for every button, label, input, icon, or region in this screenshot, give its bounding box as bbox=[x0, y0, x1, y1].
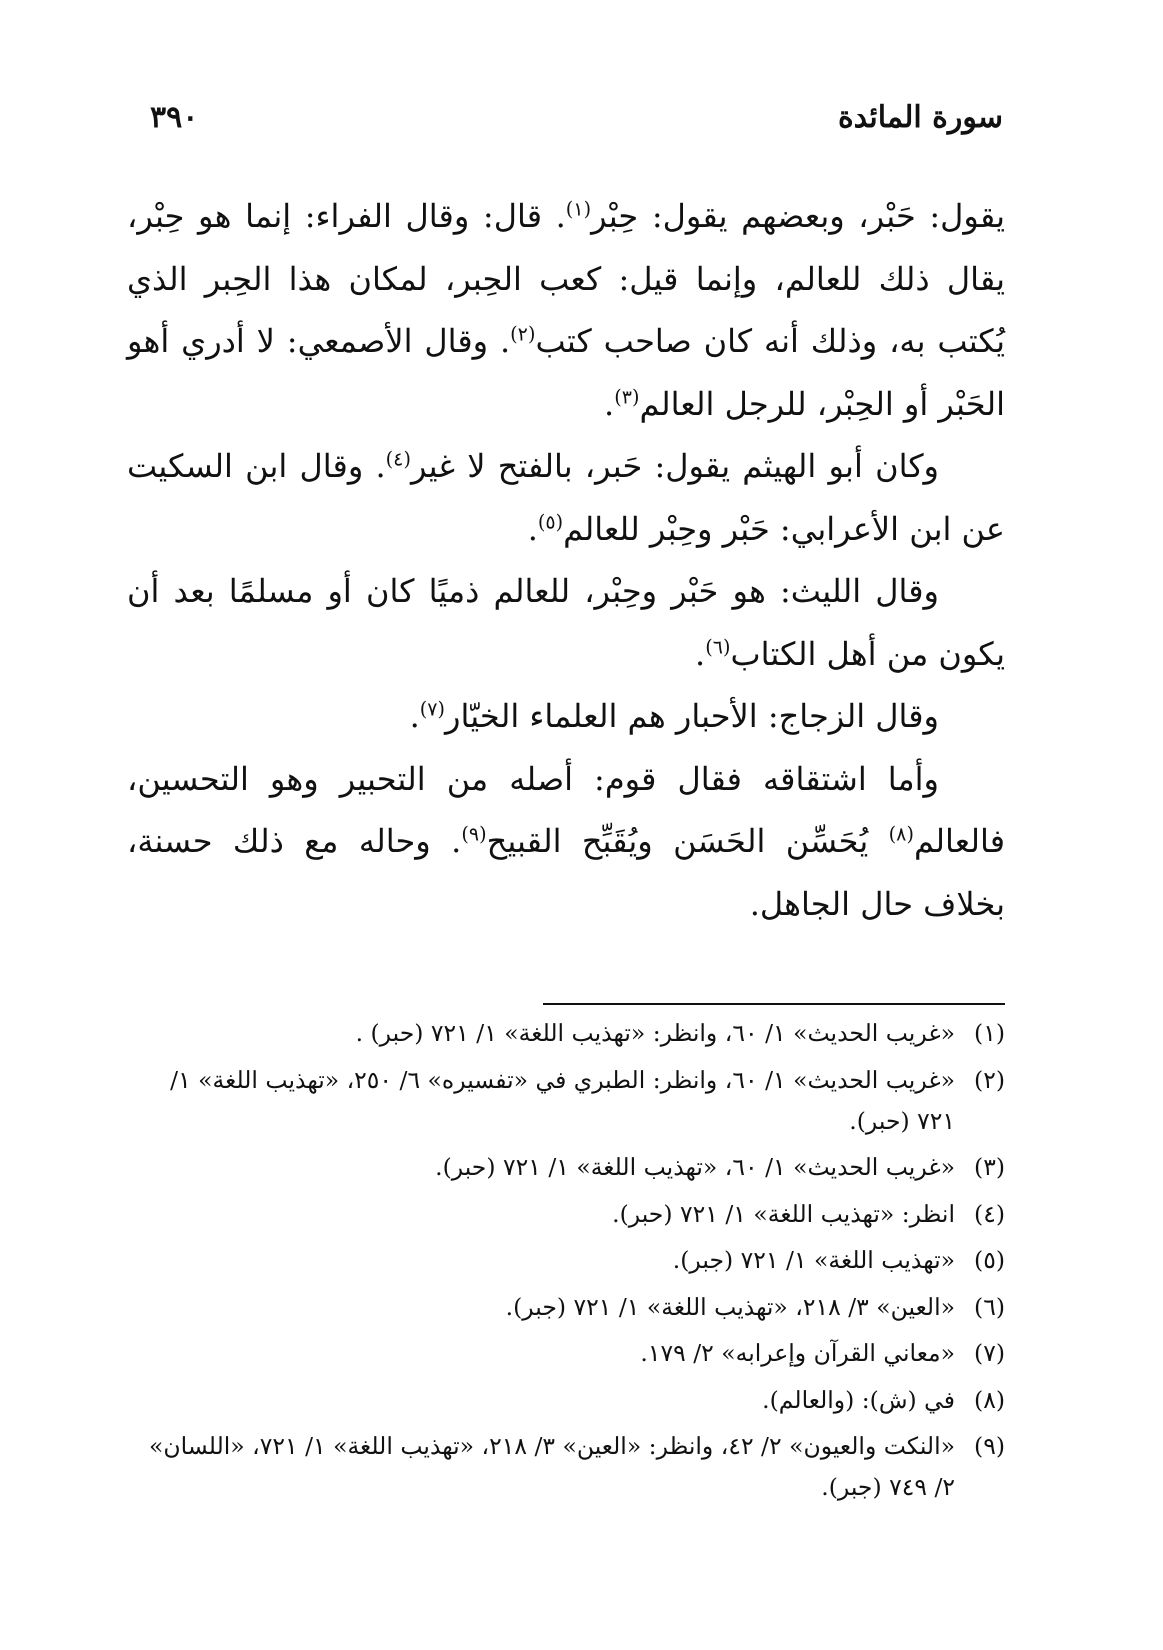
paragraph: وقال الليث: هو حَبْر وحِبْر، للعالم ذميًا كان أو مسلمًا بعد أن يكون من أهل الكتاب$^{(٦)}$. bbox=[127, 572, 1005, 673]
footnote-text: «غريب الحديث» ١/ ٦٠، «تهذيب اللغة» ١/ ٧٢١ (حبر). bbox=[435, 1153, 955, 1181]
footnote bbox=[127, 1426, 1005, 1508]
page-number: ٣٩٠ bbox=[150, 100, 199, 135]
footnote-ref[interactable]: (٨) bbox=[888, 822, 914, 846]
footnote-number: (٧) bbox=[974, 1339, 1005, 1367]
footnote-text: انظر: «تهذيب اللغة» ١/ ٧٢١ (حبر). bbox=[612, 1199, 955, 1228]
footnote bbox=[127, 1380, 1005, 1421]
paragraph: وقال الزجاج: الأحبار هم العلماء الخيّار$^{(٧)}$. bbox=[409, 697, 939, 735]
surah-title: سورة المائدة bbox=[837, 100, 1003, 135]
footnote-text: «غريب الحديث» ١/ ٦٠، وانظر: الطبري في «تفسيره» ٦/ ٢٥٠، «تهذيب اللغة» ١/ ٧٢١ (حبر). bbox=[170, 1065, 955, 1135]
footnote-ref[interactable]: (٦) bbox=[705, 634, 731, 658]
main-text bbox=[127, 185, 1005, 935]
footnote bbox=[127, 1287, 1005, 1328]
footnote-ref[interactable]: (٣) bbox=[614, 384, 640, 408]
footnote-number: (١) bbox=[974, 1019, 1005, 1047]
footnote-number: (٣) bbox=[974, 1153, 1005, 1181]
footnote-number: (٤) bbox=[974, 1199, 1005, 1228]
footnote-text: «معاني القرآن وإعرابه» ٢/ ١٧٩. bbox=[640, 1339, 955, 1367]
footnote-ref[interactable]: (٩) bbox=[461, 822, 487, 846]
footnote-ref[interactable]: (٥) bbox=[537, 509, 564, 533]
footnote-ref[interactable]: (١) bbox=[565, 197, 592, 221]
footnote-number: (٨) bbox=[974, 1385, 1005, 1414]
paragraph: وكان أبو الهيثم يقول: حَبر، بالفتح لا غير$^{(٤)}$. وقال ابن السكيت عن ابن الأعرابي: حَبْر وحِبْر للعالم$^{(٥)}$. bbox=[127, 447, 1005, 548]
footnote bbox=[127, 1194, 1005, 1235]
footnote-divider bbox=[543, 1003, 1005, 1005]
footnote bbox=[127, 1060, 1005, 1142]
footnote-ref[interactable]: (٢) bbox=[510, 322, 536, 346]
footnote-text: «العين» ٣/ ٢١٨، «تهذيب اللغة» ١/ ٧٢١ (جبر). bbox=[505, 1292, 955, 1321]
footnote-number: (٥) bbox=[974, 1246, 1005, 1274]
footnote-number: (٦) bbox=[974, 1292, 1005, 1321]
paragraph: وأما اشتقاقه فقال قوم: أصله من التحبير وهو التحسين، فالعالم$^{(٨)}$ يُحَسِّن الحَسَن ويُقَبِّح القبيح$^{(٩)}$. وحاله مع ذلك حسنة، بخلاف حال الجاهل. bbox=[127, 759, 1005, 923]
footnote-text: «النكت والعيون» ٢/ ٤٢، وانظر: «العين» ٣/ ٢١٨، «تهذيب اللغة» ١/ ٧٢١، «اللسان» ٢/ ٧٤٩ (جبر). bbox=[149, 1432, 955, 1501]
footnote-text: «غريب الحديث» ١/ ٦٠، وانظر: «تهذيب اللغة» ١/ ٧٢١ (حبر) . bbox=[355, 1019, 955, 1047]
footnote bbox=[127, 1013, 1005, 1054]
footnote-text: «تهذيب اللغة» ١/ ٧٢١ (جبر). bbox=[672, 1246, 955, 1274]
footnote-ref[interactable]: (٧) bbox=[419, 697, 446, 721]
footnote-text: في (ش): (والعالم). bbox=[762, 1385, 955, 1414]
footnote-ref[interactable]: (٤) bbox=[385, 447, 411, 471]
footnote bbox=[127, 1333, 1005, 1374]
paragraph: يقول: حَبْر، وبعضهم يقول: حِبْر$^{(١)}$. قال: وقال الفراء: إنما هو حِبْر، يقال ذلك للعالم، وإنما قيل: كعب الحِبر، لمكان هذا الحِبر الذي يُكتب به، وذلك أنه كان صاحب كتب$^{(٢)}$. وقال الأصمعي: لا أدري أهو الحَبْر أو الحِبْر، للرجل العالم$^{(٣)}$. bbox=[127, 197, 1006, 423]
page-header bbox=[150, 100, 1003, 135]
footnotes-section bbox=[127, 1013, 1005, 1514]
footnote bbox=[127, 1147, 1005, 1188]
footnote-number: (٩) bbox=[974, 1432, 1005, 1460]
footnote-number: (٢) bbox=[974, 1065, 1005, 1094]
footnote bbox=[127, 1240, 1005, 1281]
